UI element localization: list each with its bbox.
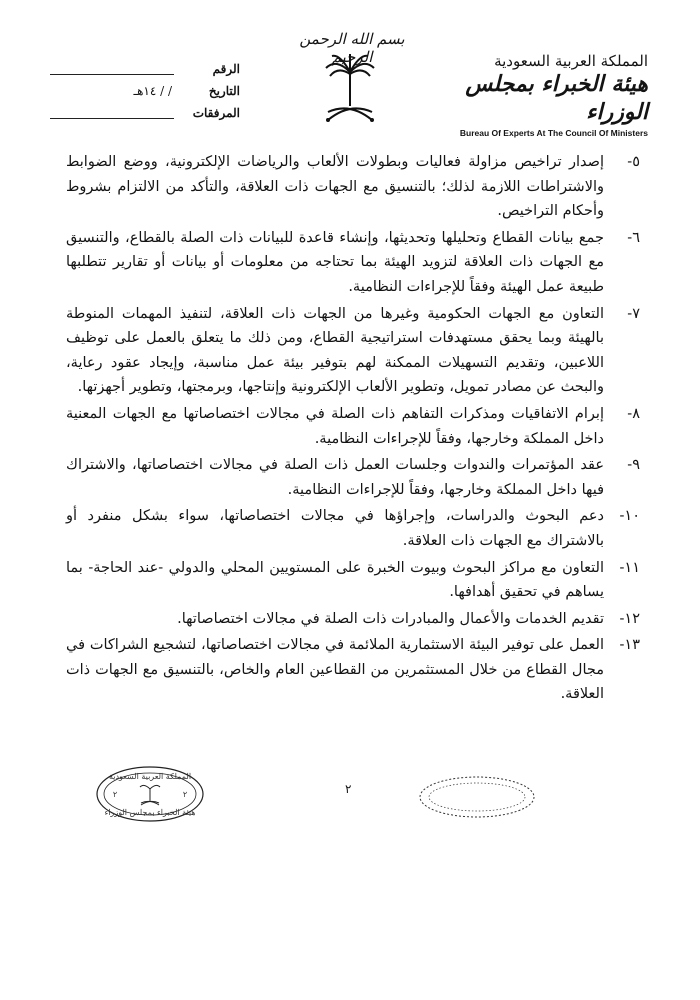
item-text: إصدار تراخيص مزاولة فعاليات وبطولات الألعاب والرياضات الإلكترونية، ووضع الضوابط والاشتراطات اللازمة لذلك؛ بالتنسيق مع الجهات ذات العلاقة، والتأكد من الالتزام بشروط وأحكام التراخيص. bbox=[66, 154, 604, 220]
saudi-emblem-icon bbox=[320, 50, 380, 130]
item-number: ١١- bbox=[619, 559, 640, 576]
item-text: جمع بيانات القطاع وتحليلها وتحديثها، وإنشاء قاعدة للبيانات ذات الصلة بالقطاع، والتنسيق مع الجهات ذات العلاقة لتزويد الهيئة بما تحتاجه من معلومات أو بيانات أو تقارير تتطلبها طبيعة عمل الهيئة وفقاً للإجراءات النظامية. bbox=[66, 229, 604, 295]
bureau-name-en: Bureau Of Experts At The Council Of Ministers bbox=[459, 128, 648, 138]
document-body bbox=[66, 150, 640, 709]
item-number: ١٠- bbox=[619, 508, 640, 525]
item-number: ٧- bbox=[627, 305, 640, 322]
ref-date-label: التاريخ bbox=[208, 84, 240, 98]
kingdom-name: المملكة العربية السعودية bbox=[494, 52, 648, 70]
list-item bbox=[66, 556, 640, 605]
item-text: التعاون مع مراكز البحوث وبيوت الخبرة على المستويين المحلي والدولي -عند الحاجة- بما يساهم في تحقيق أهدافها. bbox=[66, 559, 604, 601]
ref-date-row bbox=[50, 80, 240, 102]
seal-top-text: المملكة العربية السعودية bbox=[108, 772, 192, 781]
item-text: دعم البحوث والدراسات، وإجراؤها في مجالات اختصاصاتها، سواء بشكل منفرد أو بالاشتراك مع الجهات ذات العلاقة. bbox=[66, 508, 604, 549]
item-text: إبرام الاتفاقيات ومذكرات التفاهم ذات الصلة في مجالات اختصاصاتها مع الجهات المعنية داخل المملكة وخارجها، وفقاً للإجراءات النظامية. bbox=[66, 405, 604, 447]
list-item bbox=[66, 453, 640, 502]
item-text: تقديم الخدمات والأعمال والمبادرات ذات الصلة في مجالات اختصاصاتها. bbox=[177, 610, 604, 627]
list-item bbox=[66, 302, 640, 400]
ref-number-label: الرقم bbox=[212, 62, 240, 76]
ref-attachments-label: المرفقات bbox=[192, 106, 240, 120]
official-seal-icon bbox=[95, 765, 205, 823]
list-item bbox=[66, 633, 640, 707]
list-item bbox=[66, 150, 640, 224]
list-item bbox=[66, 504, 640, 553]
ref-attachments-line bbox=[50, 108, 174, 119]
letterhead bbox=[0, 0, 700, 140]
item-number: ٩- bbox=[627, 457, 640, 474]
bureau-name-ar: هيئة الخبراء بمجلس الوزراء bbox=[465, 71, 648, 125]
list-item bbox=[66, 226, 640, 300]
seal-bottom-text: هيئة الخبراء بمجلس الوزراء bbox=[104, 808, 196, 817]
item-text: العمل على توفير البيئة الاستثمارية الملائمة في مجالات اختصاصاتها، لتشجيع الشراكات في مجال القطاع من خلال المستثمرين من القطاعين العام والخاص، بالتنسيق مع الجهات ذات العلاقة. bbox=[66, 637, 604, 703]
item-number: ٥- bbox=[627, 154, 640, 170]
list-item bbox=[66, 402, 640, 451]
item-number: ١٢- bbox=[619, 610, 640, 627]
ref-attachments-row bbox=[50, 102, 240, 124]
item-number: ٦- bbox=[627, 229, 640, 246]
seal-number-b: ٢ bbox=[182, 790, 188, 799]
issuer-block bbox=[438, 52, 648, 138]
official-stamp-icon bbox=[418, 775, 536, 819]
seal-number-a: ٢ bbox=[112, 790, 118, 799]
item-text: التعاون مع الجهات الحكومية وغيرها من الجهات ذات العلاقة، لتنفيذ المهمات المنوطة بالهيئة وبما يحقق مستهدفات استراتيجية القطاع، ومن ذلك ما يتعلق بالعمل على توظيف اللاعبين، وتقديم التسهيلات الممكنة لهم بتوفير بيئة عمل مناسبة، وإيجاد عقود رعاية، والبحث عن مصادر تمويل، وتطوير الألعاب الإلكترونية وإنتاجها، وبرمجتها، وتطوير أجهزتها. bbox=[66, 305, 604, 396]
item-number: ٨- bbox=[627, 405, 640, 422]
item-text: عقد المؤتمرات والندوات وجلسات العمل ذات الصلة في مجالات اختصاصاتها، والاشتراك فيها داخل المملكة وخارجها، وفقاً للإجراءات النظامية. bbox=[66, 457, 604, 498]
basmala: بسم الله الرحمن الرحيم bbox=[299, 30, 405, 66]
page-number: ٢ bbox=[345, 782, 352, 796]
reference-fields bbox=[50, 58, 240, 124]
item-number: ١٣- bbox=[619, 637, 640, 654]
ref-number-row bbox=[50, 58, 240, 80]
ref-number-line bbox=[50, 64, 174, 75]
list-item bbox=[66, 607, 640, 632]
ref-date-value: / / ١٤هـ bbox=[133, 84, 172, 98]
